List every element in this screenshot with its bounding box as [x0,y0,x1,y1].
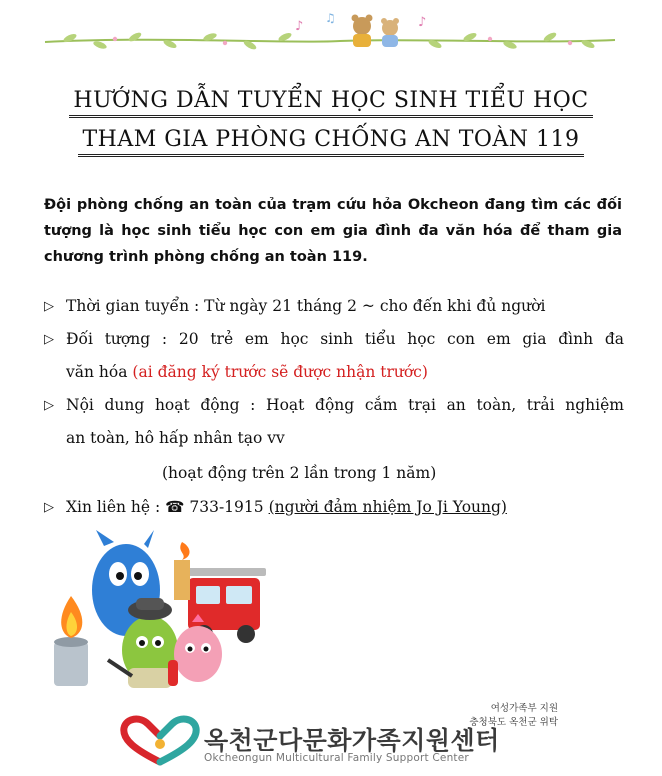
contact-person: (người đảm nhiệm Jo Ji Young) [268,498,507,516]
svg-text:♪: ♪ [418,15,427,30]
svg-text:♫: ♫ [325,11,336,25]
center-name-korean: 옥천군다문화가족지원센터 [204,726,500,755]
list-item-target [44,323,624,389]
heart-logo-icon [118,714,202,766]
activity-text-line-2: an toàn, hô hấp nhân tạo vv [66,429,285,447]
activity-text-line-1: Nội dung hoạt động : Hoạt động cắm trại an toàn, trải nghiệm [66,396,624,414]
triangle-bullet-icon: ▷ [44,398,54,413]
intro-paragraph: Đội phòng chống an toàn của trạm cứu hỏa Okcheon đang tìm các đối tượng là học sinh tiểu học con em gia đình đa văn hóa để tham gia chương trình phòng chống an toàn 119. [44,197,622,265]
target-text-line-2: văn hóa [66,363,128,381]
title-block [0,88,662,166]
list-item-recruit-time [44,290,624,323]
header-garland-icon [40,8,620,56]
activity-note: (hoạt động trên 2 lần trong 1 năm) [162,464,437,482]
footer-ministry: 여성가족부 지원 [490,703,558,714]
center-name-english: Okcheongun Multicultural Family Support Center [204,752,469,764]
page-title-line-1: HƯỚNG DẪN TUYỂN HỌC SINH TIỂU HỌC [69,88,592,118]
recruit-time-text: Thời gian tuyển : Từ ngày 21 tháng 2 ~ cho đến khi đủ người [66,297,546,315]
triangle-bullet-icon: ▷ [44,332,54,347]
info-list [44,290,624,524]
target-note: (ai đăng ký trước sẽ được nhận trước) [132,363,428,381]
firefighter-mascots-icon [48,530,278,700]
triangle-bullet-icon: ▷ [44,299,54,314]
page-title-line-2: THAM GIA PHÒNG CHỐNG AN TOÀN 119 [78,127,583,157]
svg-text:♪: ♪ [295,19,304,34]
footer-logo-block [118,700,558,770]
list-item-contact [44,491,624,524]
list-item-activity [44,389,624,455]
target-text-line-1: Đối tượng : 20 trẻ em học sinh tiểu học con em gia đình đa [66,330,624,348]
contact-label: Xin liên hệ : ☎ 733-1915 [66,498,264,516]
triangle-bullet-icon: ▷ [44,500,54,515]
footer-province: 충청북도 옥천군 위탁 [469,717,558,728]
